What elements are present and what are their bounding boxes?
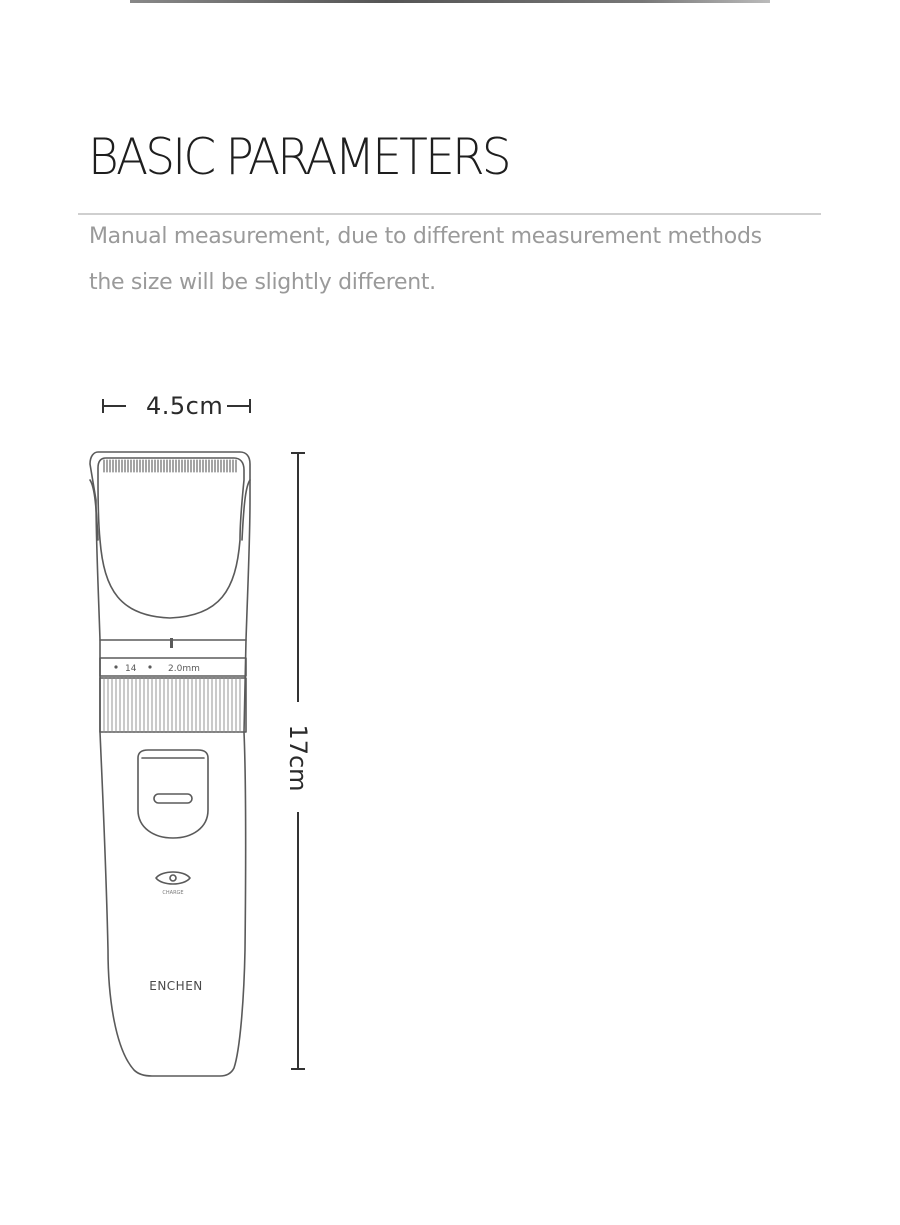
width-right-arm <box>227 405 249 407</box>
width-left-arm <box>104 405 126 407</box>
dial-mark-1: 14 <box>125 664 137 674</box>
clipper-guard <box>98 458 244 618</box>
charge-indicator-icon <box>156 872 190 884</box>
charge-label: CHARGE <box>162 890 184 896</box>
page-title: BASIC PARAMETERS <box>88 128 509 186</box>
height-label: 17cm <box>284 724 312 792</box>
height-upper-line <box>297 452 299 702</box>
height-lower-line <box>297 812 299 1070</box>
measurement-note-line-1: Manual measurement, due to different measurement methods <box>89 224 762 249</box>
power-switch-button <box>154 794 192 803</box>
width-dimension <box>102 392 251 420</box>
blade-teeth <box>104 460 236 472</box>
top-divider-bar <box>130 0 770 3</box>
adjustment-dial <box>100 678 246 732</box>
width-right-cap <box>249 399 251 413</box>
clipper-head <box>90 452 250 640</box>
brand-logo: ENCHEN <box>149 979 203 993</box>
title-underline <box>78 213 821 215</box>
dial-mark-2: 2.0mm <box>168 664 200 674</box>
hair-clipper-illustration <box>80 440 260 1085</box>
height-bottom-cap <box>291 1068 305 1070</box>
dial-indicator <box>170 638 173 648</box>
width-label: 4.5cm <box>146 392 224 420</box>
measurement-note-line-2: the size will be slightly different. <box>89 270 436 295</box>
height-dimension <box>284 452 312 1070</box>
